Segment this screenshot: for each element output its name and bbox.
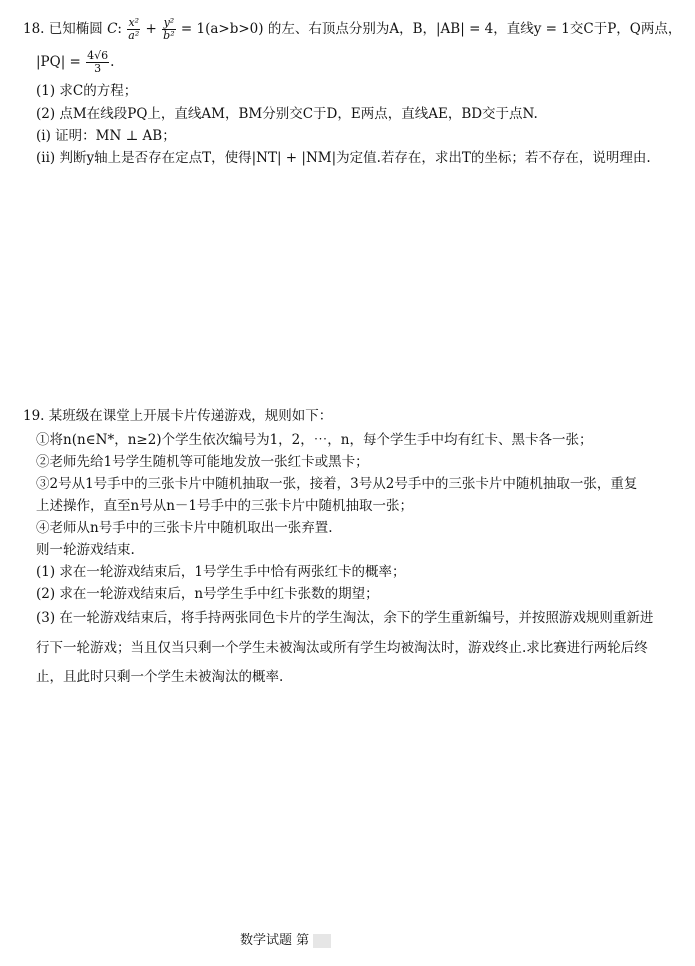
q18-intro-b: 的左、右顶点分别为A，B，|AB| = 4，直线y = 1交C于P，Q两点， bbox=[267, 21, 682, 37]
fraction-numerator: 4√6 bbox=[87, 49, 109, 62]
fraction-denominator: 3 bbox=[94, 62, 102, 75]
page-number-mask bbox=[313, 934, 331, 948]
q18-condition: = 1(a>b>0) bbox=[180, 21, 264, 37]
q18-part-2: (2) 点M在线段PQ上，直线AM，BM分别交C于D，E两点，直线AE，BD交于点N. bbox=[36, 106, 538, 122]
fraction-pq-value bbox=[86, 50, 109, 75]
pq-label: |PQ| = bbox=[36, 54, 81, 70]
q18-line-1 bbox=[23, 17, 681, 42]
q18-colon: : bbox=[117, 21, 122, 37]
q19-rule-1: ①将n(n∈N*，n≥2)个学生依次编号为1，2，⋯，n，每个学生手中均有红卡、黑卡各一张； bbox=[36, 432, 593, 448]
q19-rule-3a: ③2号从1号手中的三张卡片中随机抽取一张，接着，3号从2号手中的三张卡片中随机抽取一张，重复 bbox=[36, 476, 638, 492]
fraction-numerator: y² bbox=[163, 16, 175, 29]
q19-sub-2: (2) 求在一轮游戏结束后，n号学生手中红卡张数的期望； bbox=[36, 586, 379, 602]
q18-part-1: (1) 求C的方程； bbox=[36, 83, 138, 99]
fraction-y-over-b bbox=[162, 17, 175, 42]
q19-sub-3b: 行下一轮游戏；当且仅当只剩一个学生未被淘汰或所有学生均被淘汰时，游戏终止.求比赛进行两轮后终 bbox=[36, 640, 648, 656]
fraction-x-over-a bbox=[127, 17, 140, 42]
plus-sign: + bbox=[145, 21, 157, 37]
q18-part-ii: (ii) 判断y轴上是否存在定点T，使得|NT| + |NM|为定值.若存在，求出T的坐标；若不存在，说明理由. bbox=[36, 150, 651, 166]
page-footer bbox=[240, 929, 331, 948]
footer-label: 数学试题 第 bbox=[240, 933, 310, 948]
q19-rule-end: 则一轮游戏结束. bbox=[36, 542, 135, 558]
q19-sub-3c: 止，且此时只剩一个学生未被淘汰的概率. bbox=[36, 669, 284, 685]
q19-rule-2: ②老师先给1号学生随机等可能地发放一张红卡或黑卡； bbox=[36, 454, 369, 470]
q19-rule-3b: 上述操作，直至n号从n－1号手中的三张卡片中随机抽取一张； bbox=[36, 498, 413, 514]
q18-intro-a: 已知椭圆 bbox=[48, 21, 103, 37]
fraction-numerator: x² bbox=[128, 16, 140, 29]
q18-curve: C bbox=[107, 21, 118, 37]
q19-sub-1: (1) 求在一轮游戏结束后，1号学生手中恰有两张红卡的概率； bbox=[36, 564, 406, 580]
q19-sub-3a: (3) 在一轮游戏结束后，将手持两张同色卡片的学生淘汰，余下的学生重新编号，并按照游戏规则重新进 bbox=[36, 610, 654, 626]
fraction-denominator: b² bbox=[163, 29, 175, 42]
q18-part-i: (i) 证明：MN ⊥ AB； bbox=[36, 128, 176, 144]
q19-rule-4: ④老师从n号手中的三张卡片中随机取出一张弃置. bbox=[36, 520, 333, 536]
q18-number: 18. bbox=[23, 21, 45, 37]
fraction-denominator: a² bbox=[128, 29, 140, 42]
q19-title: 19. 某班级在课堂上开展卡片传递游戏，规则如下： bbox=[23, 408, 333, 424]
pq-end: . bbox=[110, 54, 115, 70]
q18-line-2 bbox=[36, 50, 114, 75]
